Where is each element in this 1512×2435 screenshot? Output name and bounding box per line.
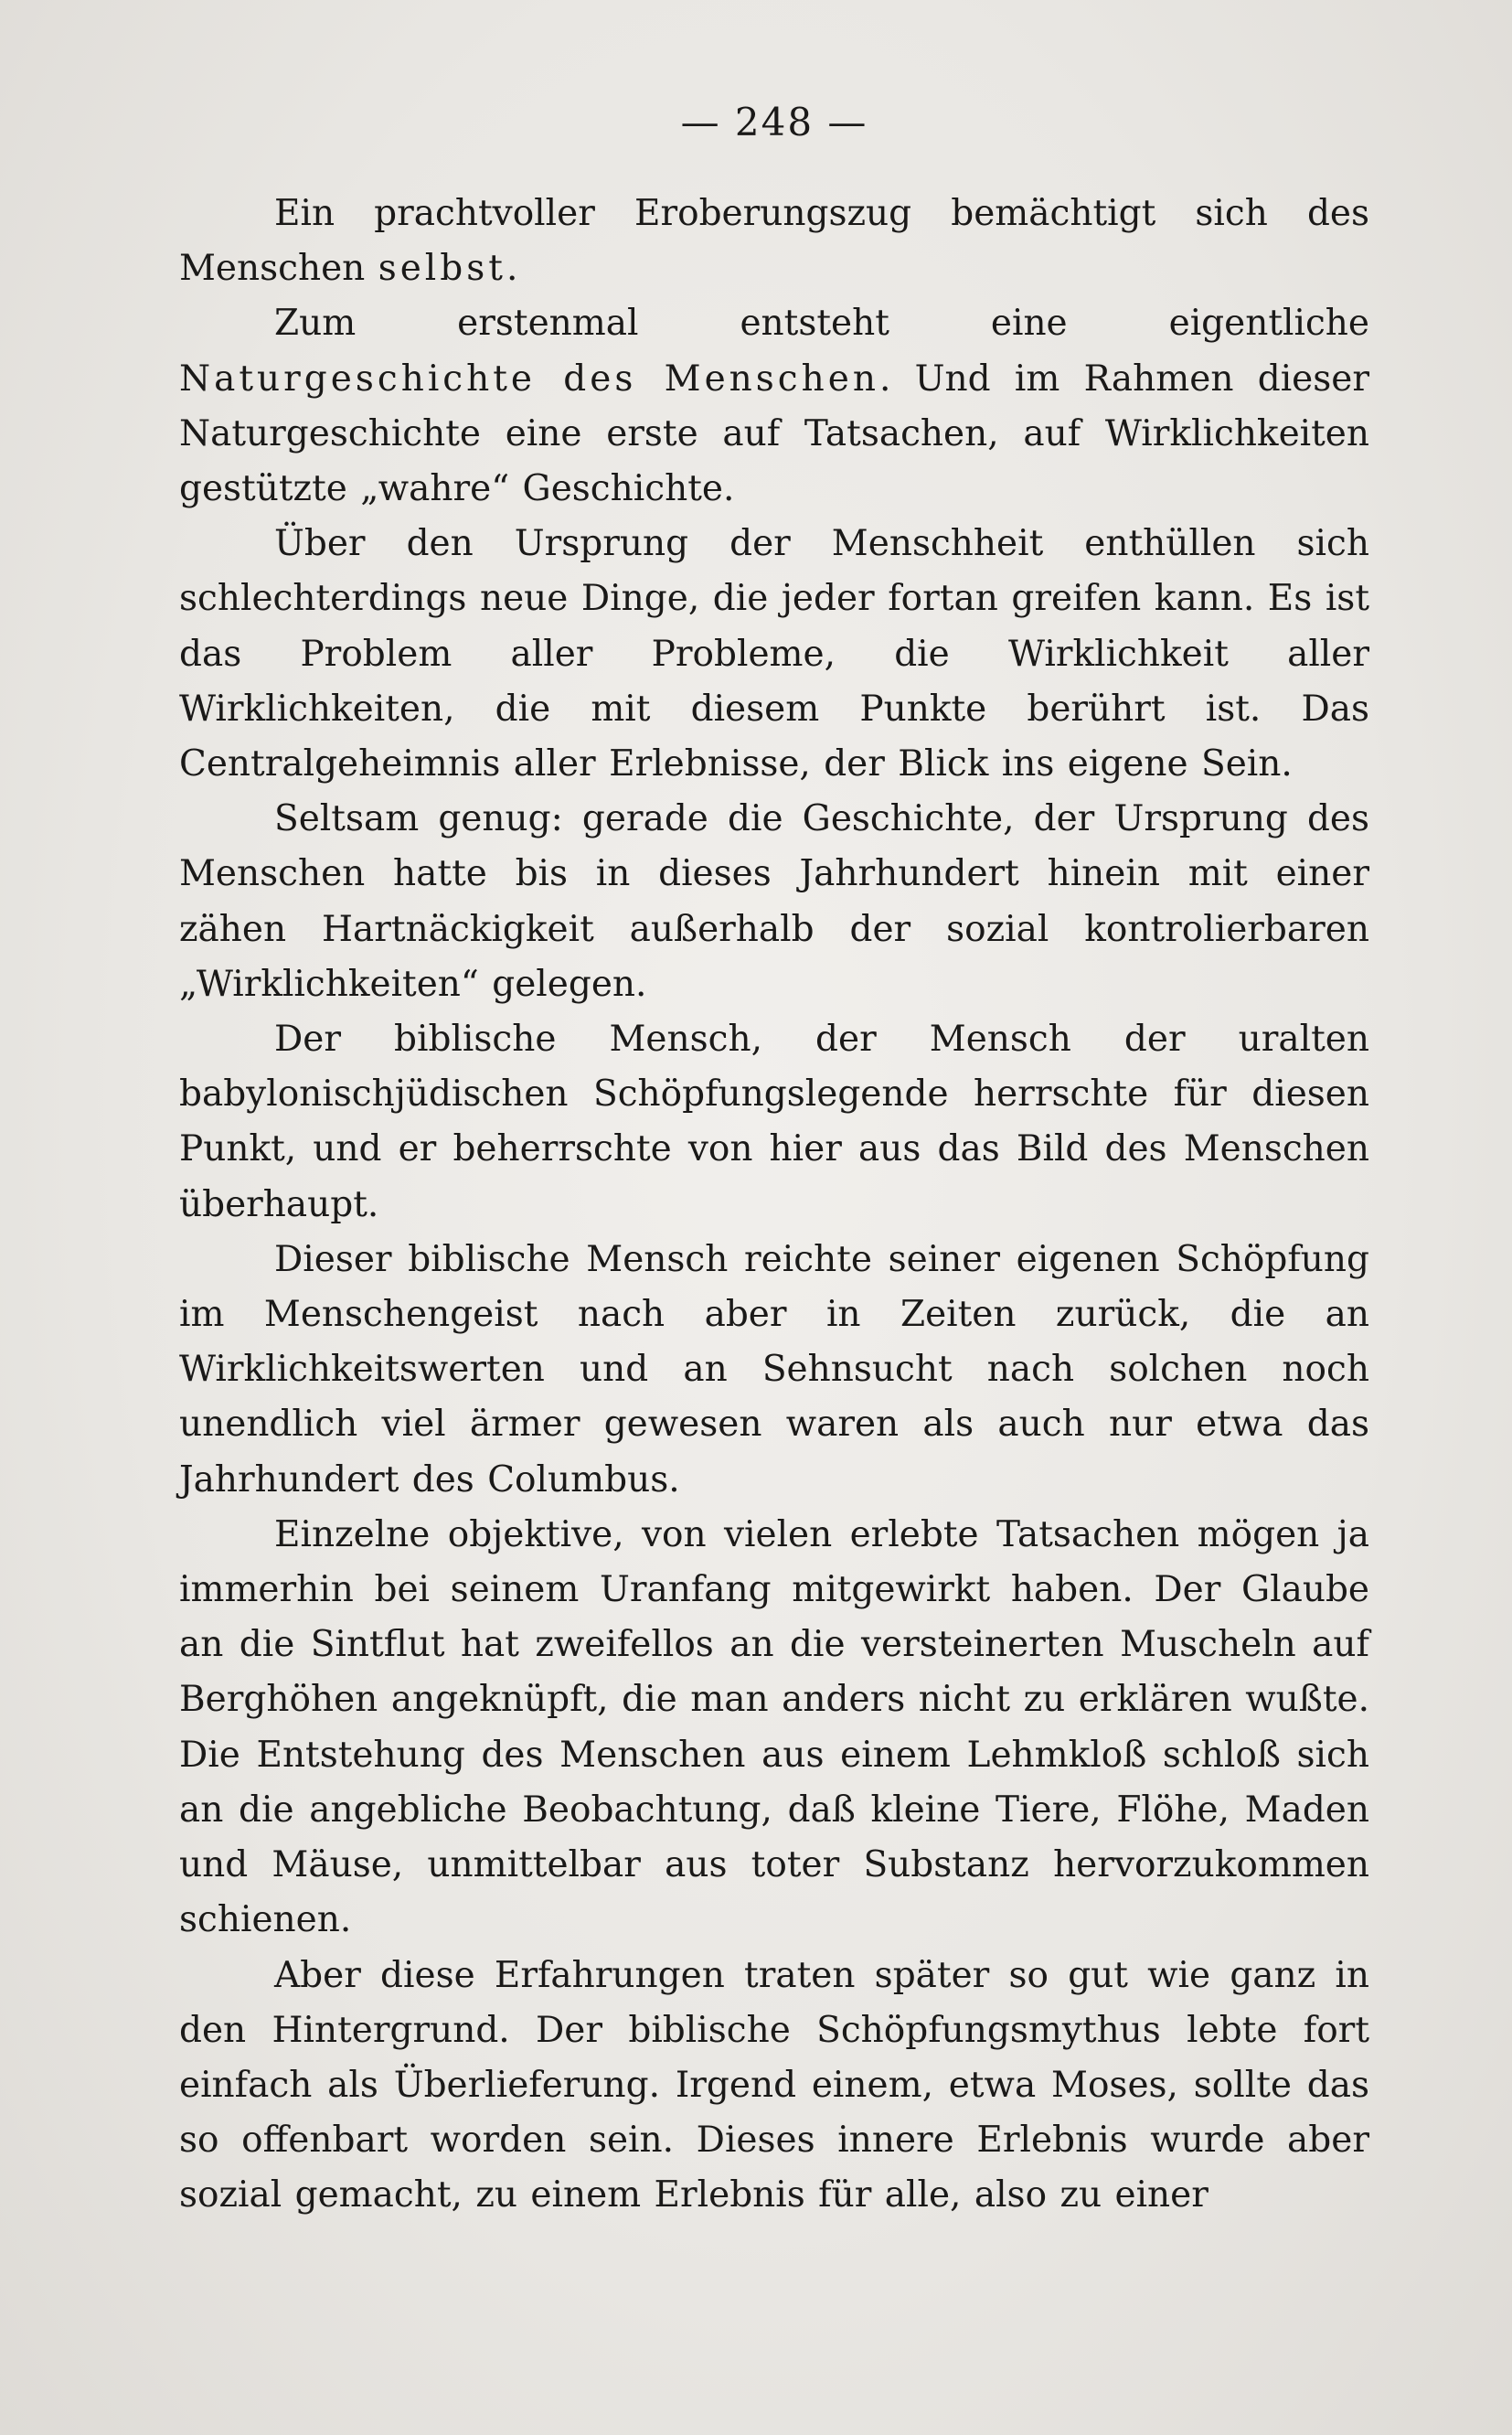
paragraph-1-text-a: Ein prachtvoller Eroberungszug bemächtigt sich des Menschen (179, 193, 1369, 290)
paragraph-2 (179, 296, 1369, 517)
paragraph-6-text: Dieser biblische Mensch reichte seiner eigenen Schöpfung im Menschengeist nach aber in Zeiten zurück, die an Wirklichkeitswerten und an Sehnsucht nach solchen noch unendlich viel ärmer gewesen waren als auch nur etwa das Jahrhundert des Columbus. (179, 1238, 1369, 1501)
paragraph-4 (179, 792, 1369, 1012)
paragraph-4-text: Seltsam genug: gerade die Geschichte, der Ursprung des Menschen hatte bis in dieses Jahrhundert hinein mit einer zähen Hartnäckigkeit außerhalb der sozial kontrolierbaren „Wirklichkeiten“ gelegen. (179, 798, 1369, 1005)
paragraph-1 (179, 187, 1369, 296)
paragraph-7 (179, 1508, 1369, 1949)
paragraph-7-text: Einzelne objektive, von vielen erlebte Tatsachen mögen ja immerhin bei seinem Uranfang mitgewirkt haben. Der Glaube an die Sintflut hat zweifellos an die versteinerten Muscheln auf Berghöhen angeknüpft, die man anders nicht zu erklären wußte. Die Entstehung des Menschen aus einem Lehmkloß schloß sich an die angebliche Beobachtung, daß kleine Tiere, Flöhe, Maden und Mäuse, unmittelbar aus toter Substanz hervorzukommen schienen. (179, 1513, 1369, 1941)
paragraph-3-text: Über den Ursprung der Menschheit enthüllen sich schlechterdings neue Dinge, die jeder fortan greifen kann. Es ist das Problem aller Probleme, die Wirklichkeit aller Wirklichkeiten, die mit diesem Punkte berührt ist. Das Centralgeheimnis aller Erlebnisse, der Blick ins eigene Sein. (179, 523, 1369, 785)
paragraph-5-text: Der biblische Mensch, der Mensch der uralten babylonischjüdischen Schöpfungslegende herrschte für diesen Punkt, und er beherrschte von hier aus das Bild des Menschen überhaupt. (179, 1019, 1369, 1225)
paragraph-5 (179, 1012, 1369, 1233)
paragraph-8 (179, 1949, 1369, 2224)
paragraph-1-emphasis: selbst (378, 248, 506, 290)
paragraph-3 (179, 517, 1369, 792)
paragraph-2-text-a: Zum erstenmal entsteht eine eigentliche (274, 303, 1369, 345)
paragraph-2-emphasis: Naturgeschichte des Menschen (179, 358, 879, 400)
page-number: — 248 — (680, 100, 868, 144)
paragraph-2-text-b: . Und im Rahmen dieser Naturgeschichte eine erste auf Tatsachen, auf Wirklichkeiten gestützte „wahre“ Geschichte. (179, 358, 1369, 510)
paragraph-8-text: Aber diese Erfahrungen traten später so gut wie ganz in den Hintergrund. Der biblische Schöpfungsmythus lebte fort einfach als Überlieferung. Irgend einem, etwa Moses, sollte das so offenbart worden sein. Dieses innere Erlebnis wurde aber sozial gemacht, zu einem Erlebnis für alle, also zu einer (179, 1954, 1369, 2216)
paragraph-1-text-b: . (506, 248, 518, 290)
paragraph-6 (179, 1233, 1369, 1508)
